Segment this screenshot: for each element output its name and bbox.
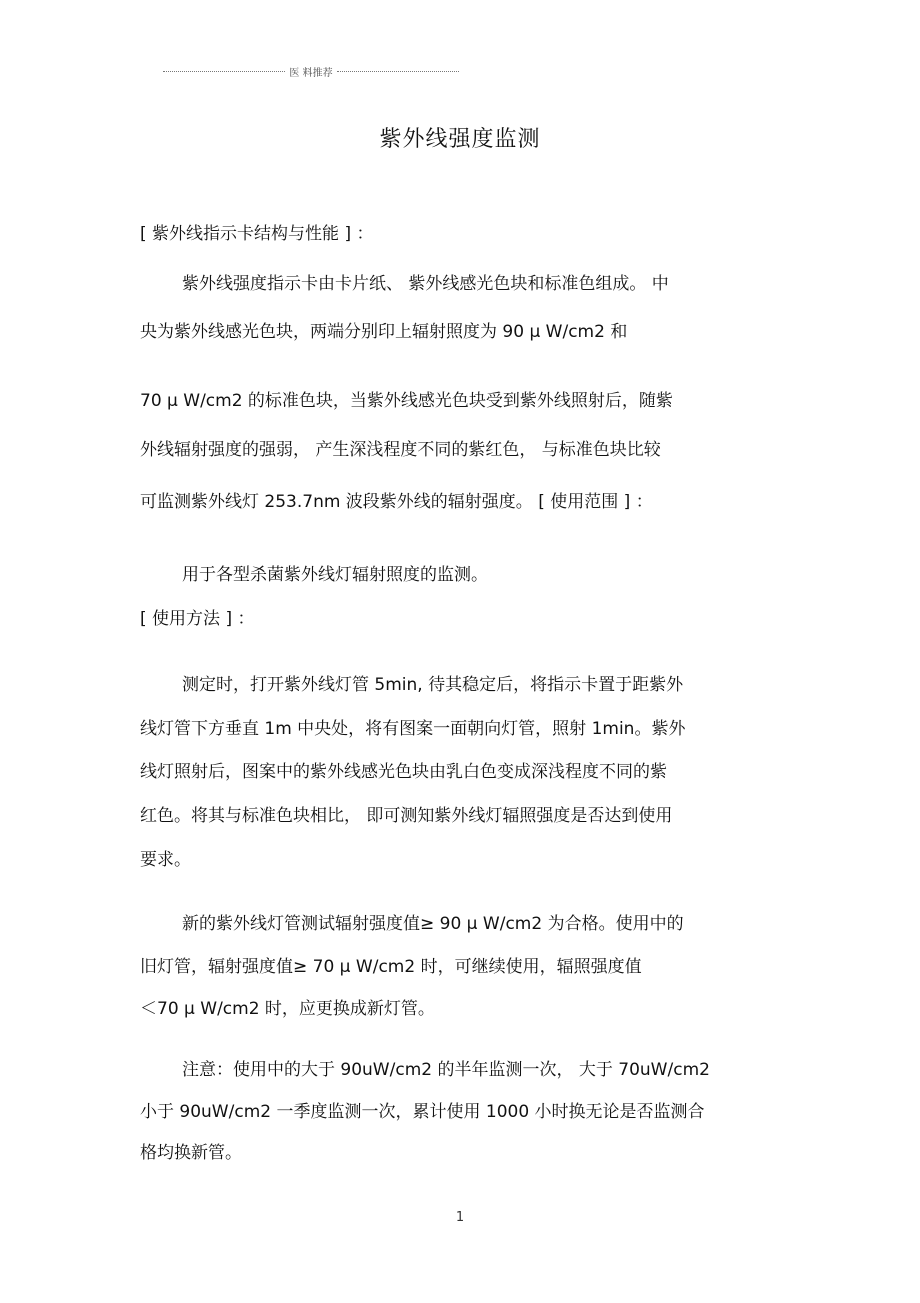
text-line: 外线辐射强度的强弱， 产生深浅程度不同的紫红色， 与标准色块比较	[140, 440, 661, 460]
text-line: 红色。将其与标准色块相比， 即可测知紫外线灯辐照强度是否达到使用	[140, 806, 673, 826]
text-line: 紫外线强度指示卡由卡片纸、 紫外线感光色块和标准色组成。 中	[182, 274, 669, 294]
text-line: ＜70 μ W/cm2 时，应更换成新灯管。	[140, 999, 435, 1019]
text-line: 新的紫外线灯管测试辐射强度值≥ 90 μ W/cm2 为合格。使用中的	[182, 914, 684, 934]
section-heading-method: [ 使用方法 ] ：	[140, 609, 255, 629]
page-number: 1	[455, 1210, 465, 1225]
text-line: 要求。	[140, 850, 191, 870]
text-line: 用于各型杀菌紫外线灯辐射照度的监测。	[182, 565, 488, 585]
page-header	[163, 64, 459, 79]
text-line: 70 μ W/cm2 的标准色块，当紫外线感光色块受到紫外线照射后，随紫	[140, 391, 673, 411]
text-line: 测定时，打开紫外线灯管 5min, 待其稳定后，将指示卡置于距紫外	[182, 675, 684, 695]
text-line: 旧灯管，辐射强度值≥ 70 μ W/cm2 时，可继续使用，辐照强度值	[140, 957, 642, 977]
text-line: 小于 90uW/cm2 一季度监测一次，累计使用 1000 小时换无论是否监测合	[140, 1102, 705, 1122]
text-line: 线灯照射后，图案中的紫外线感光色块由乳白色变成深浅程度不同的紫	[140, 762, 667, 782]
text-line: 格均换新管。	[140, 1143, 242, 1163]
text-line: 注意：使用中的大于 90uW/cm2 的半年监测一次， 大于 70uW/cm2	[182, 1060, 710, 1080]
document-title: 紫外线强度监测	[379, 127, 541, 152]
header-dotted-rule-right	[337, 71, 459, 72]
header-dotted-rule-left	[163, 71, 285, 72]
text-line: 线灯管下方垂直 1m 中央处，将有图案一面朝向灯管，照射 1min。紫外	[140, 719, 686, 739]
section-heading-structure: [ 紫外线指示卡结构与性能 ] ：	[140, 224, 374, 244]
header-text: 医 料推荐	[289, 68, 333, 79]
text-line: 可监测紫外线灯 253.7nm 波段紫外线的辐射强度。 [ 使用范围 ] ：	[140, 492, 653, 512]
text-line: 央为紫外线感光色块，两端分别印上辐射照度为 90 μ W/cm2 和	[140, 322, 628, 342]
